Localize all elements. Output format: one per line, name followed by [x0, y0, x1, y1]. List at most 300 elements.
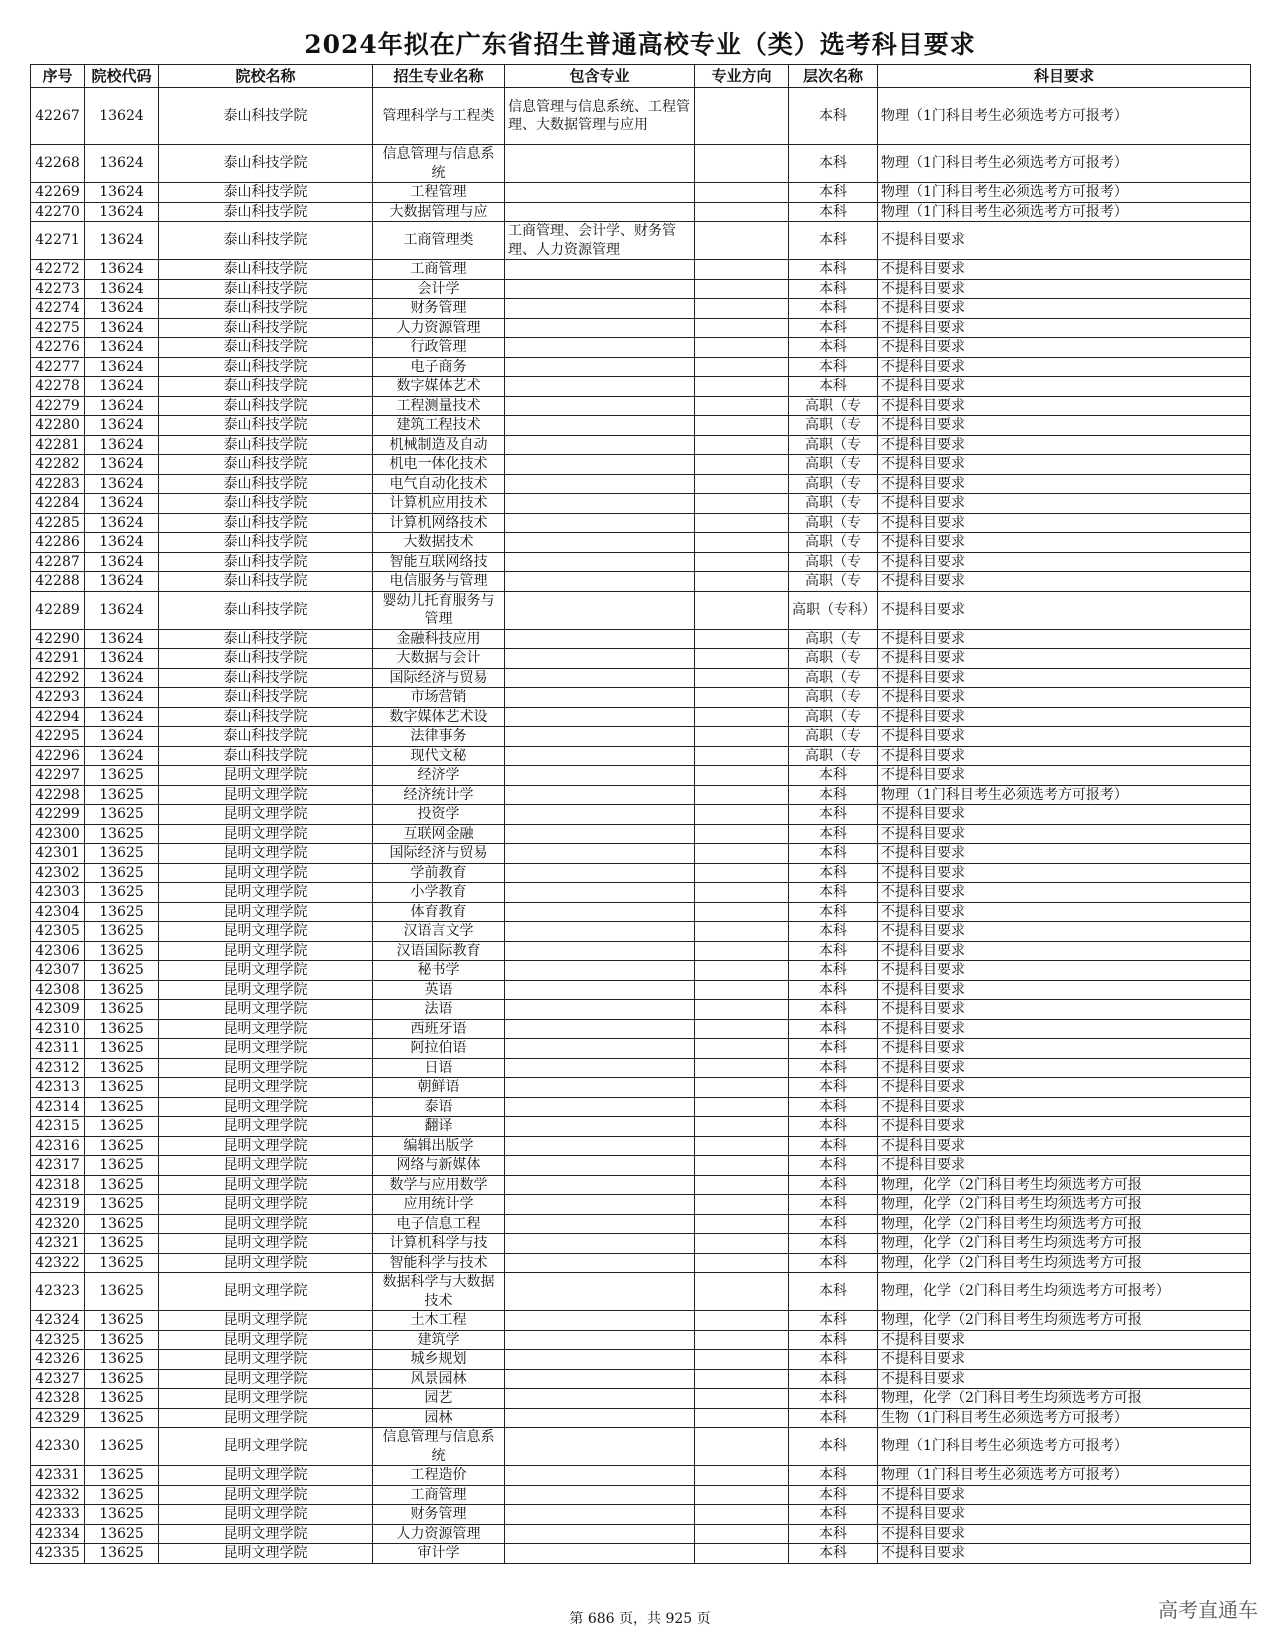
- table-cell: [695, 591, 789, 629]
- table-cell: 昆明文理学院: [159, 785, 373, 805]
- table-cell: 汉语言文学: [373, 922, 505, 942]
- table-cell: 昆明文理学院: [159, 941, 373, 961]
- table-cell: [695, 183, 789, 203]
- table-cell: 本科: [789, 785, 878, 805]
- table-cell: [505, 1505, 695, 1525]
- table-cell: 物理（1门科目考生必须选考方可报考）: [878, 1428, 1251, 1466]
- table-cell: [505, 1234, 695, 1254]
- table-cell: 13624: [85, 455, 159, 475]
- table-cell: 13625: [85, 1544, 159, 1564]
- table-cell: 本科: [789, 1428, 878, 1466]
- table-cell: 13624: [85, 688, 159, 708]
- table-cell: 13624: [85, 338, 159, 358]
- table-row: [31, 202, 1251, 222]
- table-cell: [505, 357, 695, 377]
- table-cell: 42267: [31, 88, 85, 145]
- table-cell: 42297: [31, 766, 85, 786]
- table-cell: [695, 88, 789, 145]
- table-cell: [695, 455, 789, 475]
- table-cell: [505, 435, 695, 455]
- table-row: [31, 222, 1251, 260]
- table-cell: 42304: [31, 902, 85, 922]
- table-cell: 不提科目要求: [878, 1350, 1251, 1370]
- table-cell: [695, 1097, 789, 1117]
- table-cell: 昆明文理学院: [159, 883, 373, 903]
- table-row: [31, 629, 1251, 649]
- table-cell: [505, 1253, 695, 1273]
- table-cell: 不提科目要求: [878, 746, 1251, 766]
- table-cell: 高职（专: [789, 649, 878, 669]
- table-cell: 13624: [85, 572, 159, 592]
- table-row: [31, 88, 1251, 145]
- table-cell: [695, 474, 789, 494]
- table-row: [31, 552, 1251, 572]
- table-cell: 本科: [789, 961, 878, 981]
- table-cell: 昆明文理学院: [159, 1544, 373, 1564]
- table-cell: 机械制造及自动: [373, 435, 505, 455]
- table-cell: 园艺: [373, 1389, 505, 1409]
- table-cell: 泰山科技学院: [159, 668, 373, 688]
- table-cell: 不提科目要求: [878, 455, 1251, 475]
- table-cell: [695, 338, 789, 358]
- table-cell: 昆明文理学院: [159, 1505, 373, 1525]
- table-row: [31, 416, 1251, 436]
- table-cell: 物理（1门科目考生必须选考方可报考）: [878, 1466, 1251, 1486]
- table-cell: 电气自动化技术: [373, 474, 505, 494]
- table-cell: [505, 1000, 695, 1020]
- page-title: 2024年拟在广东省招生普通高校专业（类）选考科目要求: [304, 30, 976, 59]
- table-cell: 本科: [789, 88, 878, 145]
- table-cell: 42294: [31, 707, 85, 727]
- table-cell: 昆明文理学院: [159, 1078, 373, 1098]
- table-cell: 物理（1门科目考生必须选考方可报考）: [878, 88, 1251, 145]
- table-row: [31, 299, 1251, 319]
- table-cell: [505, 688, 695, 708]
- table-cell: [695, 902, 789, 922]
- table-row: [31, 145, 1251, 183]
- table-cell: 经济学: [373, 766, 505, 786]
- table-cell: 物理，化学（2门科目考生均须选考方可报: [878, 1195, 1251, 1215]
- table-row: [31, 338, 1251, 358]
- table-cell: 昆明文理学院: [159, 1428, 373, 1466]
- table-cell: 汉语国际教育: [373, 941, 505, 961]
- table-cell: 不提科目要求: [878, 338, 1251, 358]
- table-cell: 本科: [789, 377, 878, 397]
- table-cell: 13625: [85, 922, 159, 942]
- table-cell: 42283: [31, 474, 85, 494]
- table-cell: [695, 279, 789, 299]
- table-cell: 英语: [373, 980, 505, 1000]
- table-cell: 昆明文理学院: [159, 1369, 373, 1389]
- table-cell: 13625: [85, 1389, 159, 1409]
- table-cell: 阿拉伯语: [373, 1039, 505, 1059]
- table-cell: 本科: [789, 279, 878, 299]
- header-cell: 院校代码: [85, 65, 159, 88]
- table-cell: 昆明文理学院: [159, 1156, 373, 1176]
- table-cell: 本科: [789, 183, 878, 203]
- table-cell: 42319: [31, 1195, 85, 1215]
- requirements-table: [30, 64, 1251, 1564]
- table-cell: 不提科目要求: [878, 1117, 1251, 1137]
- table-cell: 不提科目要求: [878, 1505, 1251, 1525]
- table-cell: 13624: [85, 727, 159, 747]
- table-cell: 计算机网络技术: [373, 513, 505, 533]
- table-cell: [505, 1019, 695, 1039]
- table-cell: 泰山科技学院: [159, 222, 373, 260]
- table-cell: 13624: [85, 416, 159, 436]
- table-cell: 昆明文理学院: [159, 1058, 373, 1078]
- table-cell: 42293: [31, 688, 85, 708]
- table-cell: 昆明文理学院: [159, 1097, 373, 1117]
- table-cell: [695, 1234, 789, 1254]
- table-cell: [505, 1369, 695, 1389]
- table-cell: [695, 1466, 789, 1486]
- table-cell: [695, 1195, 789, 1215]
- table-cell: 13625: [85, 1311, 159, 1331]
- table-cell: [505, 649, 695, 669]
- table-cell: [505, 707, 695, 727]
- table-cell: 42289: [31, 591, 85, 629]
- table-cell: 互联网金融: [373, 824, 505, 844]
- table-cell: 物理，化学（2门科目考生均须选考方可报: [878, 1253, 1251, 1273]
- table-cell: 建筑工程技术: [373, 416, 505, 436]
- table-row: [31, 1524, 1251, 1544]
- table-cell: 本科: [789, 1350, 878, 1370]
- table-cell: 本科: [789, 357, 878, 377]
- table-cell: 13625: [85, 902, 159, 922]
- table-cell: 42278: [31, 377, 85, 397]
- table-cell: [505, 338, 695, 358]
- table-cell: [695, 1214, 789, 1234]
- table-cell: 13625: [85, 1214, 159, 1234]
- table-cell: [505, 941, 695, 961]
- table-cell: [505, 1389, 695, 1409]
- table-cell: 昆明文理学院: [159, 1330, 373, 1350]
- table-cell: 42272: [31, 260, 85, 280]
- table-cell: 本科: [789, 922, 878, 942]
- table-cell: 昆明文理学院: [159, 902, 373, 922]
- table-cell: [505, 1039, 695, 1059]
- table-cell: 高职（专: [789, 552, 878, 572]
- table-cell: 42296: [31, 746, 85, 766]
- table-cell: 不提科目要求: [878, 494, 1251, 514]
- table-cell: 财务管理: [373, 299, 505, 319]
- table-cell: 园林: [373, 1408, 505, 1428]
- table-cell: 42275: [31, 318, 85, 338]
- table-cell: 网络与新媒体: [373, 1156, 505, 1176]
- table-cell: 42285: [31, 513, 85, 533]
- table-row: [31, 824, 1251, 844]
- table-cell: 13625: [85, 805, 159, 825]
- table-cell: 不提科目要求: [878, 1058, 1251, 1078]
- table-row: [31, 1097, 1251, 1117]
- table-cell: 泰山科技学院: [159, 629, 373, 649]
- table-cell: 42335: [31, 1544, 85, 1564]
- table-cell: 42290: [31, 629, 85, 649]
- table-cell: 昆明文理学院: [159, 1389, 373, 1409]
- table-cell: [695, 533, 789, 553]
- table-cell: 物理，化学（2门科目考生均须选考方可报: [878, 1234, 1251, 1254]
- table-cell: 泰山科技学院: [159, 260, 373, 280]
- table-cell: 13625: [85, 1505, 159, 1525]
- table-cell: 不提科目要求: [878, 513, 1251, 533]
- table-cell: 本科: [789, 980, 878, 1000]
- table-cell: [505, 1136, 695, 1156]
- table-cell: 本科: [789, 1136, 878, 1156]
- table-cell: 不提科目要求: [878, 396, 1251, 416]
- table-cell: [695, 1485, 789, 1505]
- table-cell: 计算机应用技术: [373, 494, 505, 514]
- table-cell: 翻译: [373, 1117, 505, 1137]
- table-cell: [505, 513, 695, 533]
- table-cell: [505, 572, 695, 592]
- table-cell: [505, 145, 695, 183]
- table-cell: 高职（专: [789, 707, 878, 727]
- table-cell: 应用统计学: [373, 1195, 505, 1215]
- table-cell: [695, 572, 789, 592]
- table-cell: 42317: [31, 1156, 85, 1176]
- table-row: [31, 805, 1251, 825]
- table-cell: 不提科目要求: [878, 922, 1251, 942]
- table-row: [31, 785, 1251, 805]
- table-cell: [695, 222, 789, 260]
- table-cell: 本科: [789, 338, 878, 358]
- table-cell: [695, 377, 789, 397]
- table-cell: 42316: [31, 1136, 85, 1156]
- table-cell: 法律事务: [373, 727, 505, 747]
- table-cell: 昆明文理学院: [159, 1039, 373, 1059]
- table-cell: 13625: [85, 1058, 159, 1078]
- table-cell: 13625: [85, 1195, 159, 1215]
- table-cell: 信息管理与信息系统、工程管理、大数据管理与应用: [505, 88, 695, 145]
- table-cell: [695, 1019, 789, 1039]
- table-cell: 行政管理: [373, 338, 505, 358]
- table-cell: 本科: [789, 1273, 878, 1311]
- table-cell: 42333: [31, 1505, 85, 1525]
- table-cell: 42311: [31, 1039, 85, 1059]
- table-cell: 泰山科技学院: [159, 727, 373, 747]
- table-cell: 13625: [85, 1408, 159, 1428]
- table-row: [31, 513, 1251, 533]
- table-cell: 不提科目要求: [878, 1156, 1251, 1176]
- table-cell: [505, 377, 695, 397]
- table-row: [31, 844, 1251, 864]
- table-cell: 现代文秘: [373, 746, 505, 766]
- table-cell: [695, 1000, 789, 1020]
- table-cell: 不提科目要求: [878, 883, 1251, 903]
- table-cell: [695, 1058, 789, 1078]
- table-cell: 昆明文理学院: [159, 1234, 373, 1254]
- table-cell: 42301: [31, 844, 85, 864]
- table-cell: [695, 318, 789, 338]
- table-cell: [505, 668, 695, 688]
- table-row: [31, 980, 1251, 1000]
- table-cell: [505, 455, 695, 475]
- table-cell: 不提科目要求: [878, 844, 1251, 864]
- table-cell: 高职（专: [789, 455, 878, 475]
- table-cell: 42309: [31, 1000, 85, 1020]
- table-cell: [505, 1544, 695, 1564]
- table-cell: [505, 396, 695, 416]
- table-cell: [505, 474, 695, 494]
- table-cell: 泰山科技学院: [159, 513, 373, 533]
- table-cell: [695, 941, 789, 961]
- table-row: [31, 707, 1251, 727]
- table-cell: 大数据管理与应: [373, 202, 505, 222]
- table-cell: [695, 396, 789, 416]
- table-cell: [695, 357, 789, 377]
- table-cell: 42313: [31, 1078, 85, 1098]
- table-cell: 泰山科技学院: [159, 318, 373, 338]
- table-cell: 42299: [31, 805, 85, 825]
- header-cell: 科目要求: [878, 65, 1251, 88]
- table-cell: 本科: [789, 145, 878, 183]
- table-cell: 不提科目要求: [878, 435, 1251, 455]
- table-cell: 13625: [85, 1175, 159, 1195]
- table-cell: 42292: [31, 668, 85, 688]
- table-cell: 13625: [85, 1350, 159, 1370]
- table-cell: 本科: [789, 1253, 878, 1273]
- table-cell: 42318: [31, 1175, 85, 1195]
- table-cell: 昆明文理学院: [159, 1214, 373, 1234]
- table-cell: 本科: [789, 1485, 878, 1505]
- table-cell: 工商管理类: [373, 222, 505, 260]
- table-cell: 不提科目要求: [878, 299, 1251, 319]
- table-cell: 13624: [85, 202, 159, 222]
- table-cell: [505, 746, 695, 766]
- table-row: [31, 1330, 1251, 1350]
- table-cell: [695, 688, 789, 708]
- table-cell: 智能科学与技术: [373, 1253, 505, 1273]
- table-row: [31, 1195, 1251, 1215]
- table-cell: 会计学: [373, 279, 505, 299]
- table-cell: 不提科目要求: [878, 1019, 1251, 1039]
- table-cell: 13625: [85, 766, 159, 786]
- table-cell: 13625: [85, 824, 159, 844]
- table-cell: 本科: [789, 1311, 878, 1331]
- table-cell: 城乡规划: [373, 1350, 505, 1370]
- table-cell: 42329: [31, 1408, 85, 1428]
- table-cell: 本科: [789, 1058, 878, 1078]
- table-cell: 泰山科技学院: [159, 591, 373, 629]
- table-cell: [695, 1273, 789, 1311]
- table-cell: 13624: [85, 707, 159, 727]
- header-cell: 专业方向: [695, 65, 789, 88]
- table-cell: 13625: [85, 1466, 159, 1486]
- table-cell: 本科: [789, 1117, 878, 1137]
- table-row: [31, 357, 1251, 377]
- table-cell: 昆明文理学院: [159, 863, 373, 883]
- table-cell: 昆明文理学院: [159, 1350, 373, 1370]
- table-cell: 财务管理: [373, 1505, 505, 1525]
- table-body: [31, 88, 1251, 1564]
- table-cell: 42270: [31, 202, 85, 222]
- table-cell: 本科: [789, 1544, 878, 1564]
- table-row: [31, 1175, 1251, 1195]
- table-cell: 42300: [31, 824, 85, 844]
- table-cell: [505, 202, 695, 222]
- table-cell: 42276: [31, 338, 85, 358]
- table-cell: [505, 260, 695, 280]
- table-cell: 高职（专科）: [789, 591, 878, 629]
- table-cell: 西班牙语: [373, 1019, 505, 1039]
- table-cell: 土木工程: [373, 1311, 505, 1331]
- table-cell: 市场营销: [373, 688, 505, 708]
- table-cell: 昆明文理学院: [159, 1273, 373, 1311]
- table-cell: [695, 1253, 789, 1273]
- table-cell: 金融科技应用: [373, 629, 505, 649]
- table-cell: 不提科目要求: [878, 318, 1251, 338]
- table-cell: 管理科学与工程类: [373, 88, 505, 145]
- table-row: [31, 183, 1251, 203]
- table-cell: [695, 1544, 789, 1564]
- table-cell: 智能互联网络技: [373, 552, 505, 572]
- table-cell: [505, 1058, 695, 1078]
- table-cell: 法语: [373, 1000, 505, 1020]
- table-cell: [695, 1078, 789, 1098]
- table-cell: 泰山科技学院: [159, 377, 373, 397]
- table-cell: 昆明文理学院: [159, 1408, 373, 1428]
- table-cell: 不提科目要求: [878, 572, 1251, 592]
- table-cell: [505, 1524, 695, 1544]
- table-cell: 昆明文理学院: [159, 1019, 373, 1039]
- table-cell: 泰山科技学院: [159, 435, 373, 455]
- table-cell: 42284: [31, 494, 85, 514]
- table-cell: [695, 202, 789, 222]
- table-cell: 本科: [789, 1524, 878, 1544]
- table-cell: [695, 746, 789, 766]
- table-cell: 42280: [31, 416, 85, 436]
- table-cell: 不提科目要求: [878, 961, 1251, 981]
- table-row: [31, 1058, 1251, 1078]
- table-cell: 泰语: [373, 1097, 505, 1117]
- table-cell: 本科: [789, 318, 878, 338]
- table-cell: 高职（专: [789, 435, 878, 455]
- table-cell: 42322: [31, 1253, 85, 1273]
- table-cell: [695, 785, 789, 805]
- table-cell: [695, 1330, 789, 1350]
- table-cell: 42295: [31, 727, 85, 747]
- table-cell: 本科: [789, 766, 878, 786]
- table-cell: 42277: [31, 357, 85, 377]
- table-row: [31, 1485, 1251, 1505]
- table-cell: [695, 707, 789, 727]
- table-cell: 工商管理、会计学、财务管理、人力资源管理: [505, 222, 695, 260]
- table-cell: 物理，化学（2门科目考生均须选考方可报: [878, 1389, 1251, 1409]
- table-cell: 不提科目要求: [878, 260, 1251, 280]
- table-cell: [505, 785, 695, 805]
- table-cell: 13625: [85, 1253, 159, 1273]
- table-cell: 13624: [85, 279, 159, 299]
- table-row: [31, 396, 1251, 416]
- table-row: [31, 1000, 1251, 1020]
- table-cell: 不提科目要求: [878, 824, 1251, 844]
- table-cell: 13624: [85, 533, 159, 553]
- table-cell: 大数据与会计: [373, 649, 505, 669]
- table-cell: 42274: [31, 299, 85, 319]
- table-row: [31, 766, 1251, 786]
- table-cell: 物理（1门科目考生必须选考方可报考）: [878, 785, 1251, 805]
- table-cell: 13624: [85, 435, 159, 455]
- table-cell: [505, 824, 695, 844]
- table-cell: 42307: [31, 961, 85, 981]
- table-cell: 42298: [31, 785, 85, 805]
- table-cell: 13625: [85, 1097, 159, 1117]
- table-row: [31, 902, 1251, 922]
- table-cell: 本科: [789, 824, 878, 844]
- table-cell: [695, 649, 789, 669]
- table-row: [31, 377, 1251, 397]
